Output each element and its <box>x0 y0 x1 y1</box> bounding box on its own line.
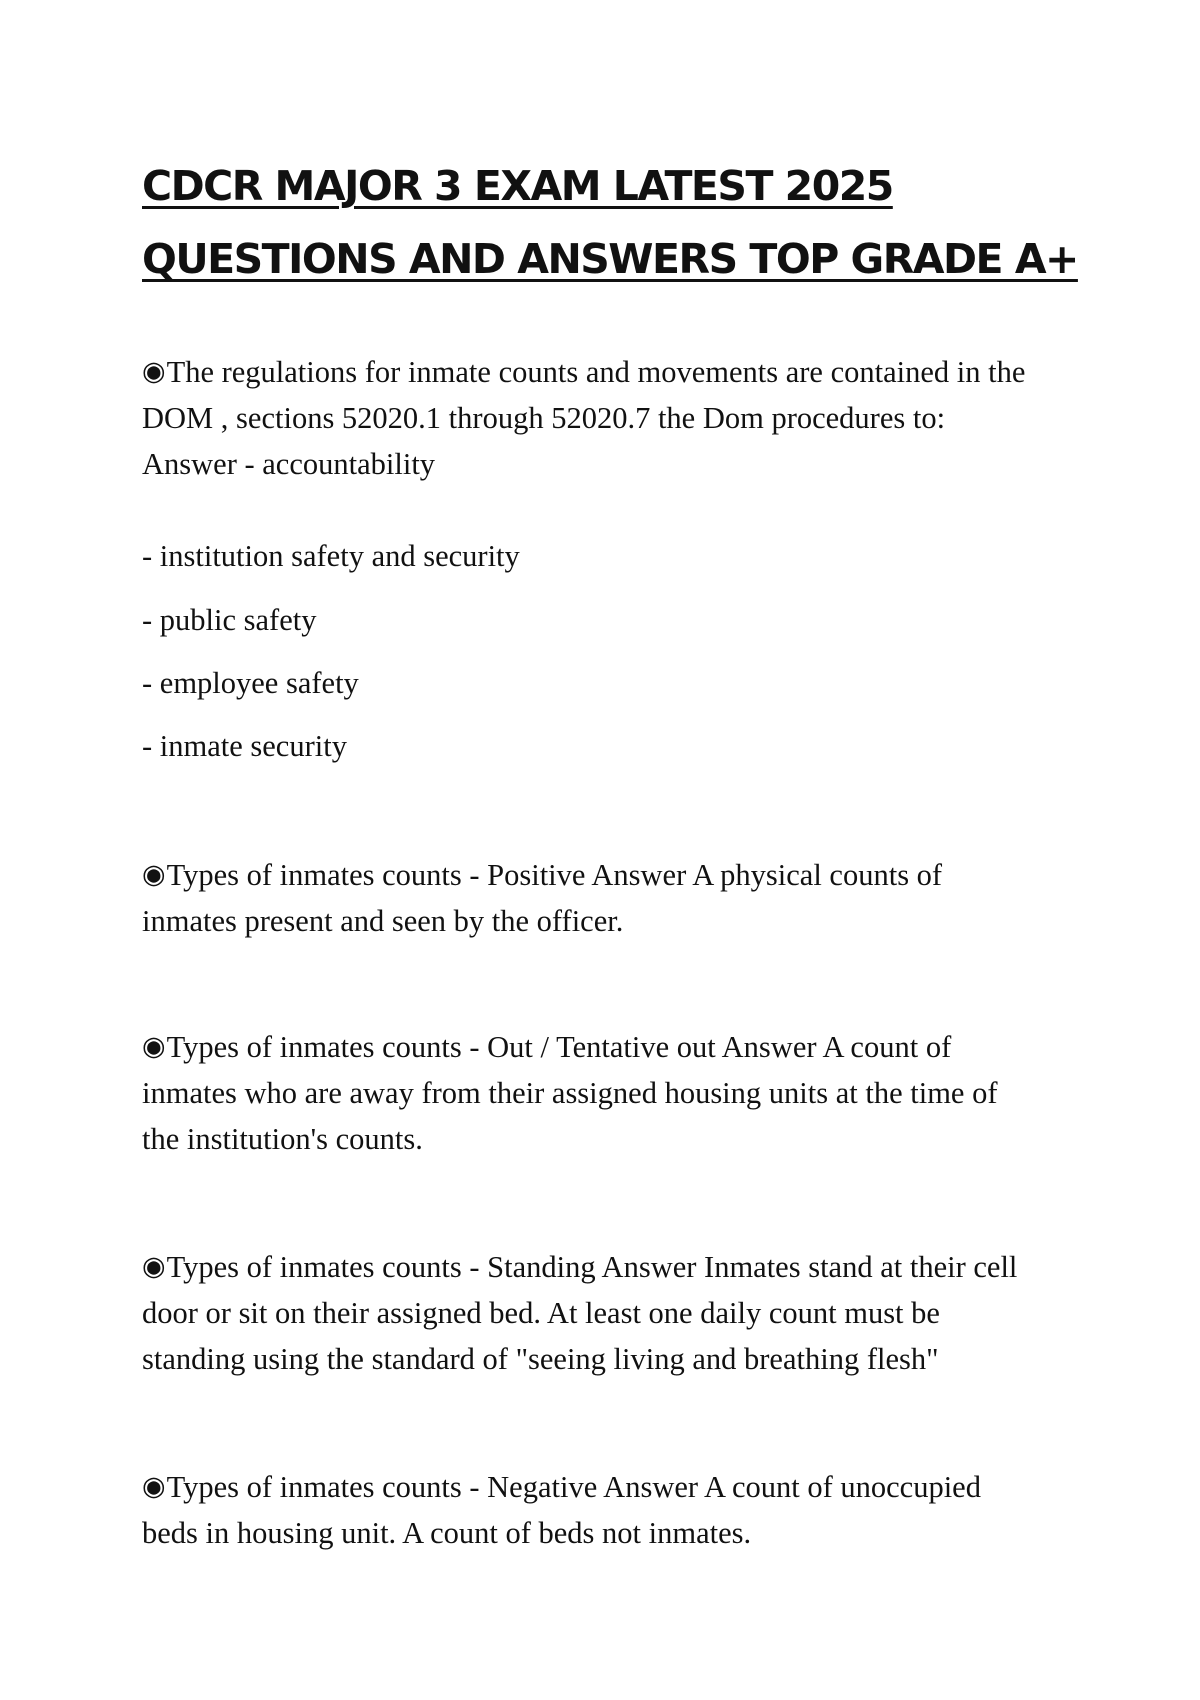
circle-bullet-icon: ◉ <box>142 1471 166 1501</box>
title-line: QUESTIONS AND ANSWERS TOP GRADE A+ <box>142 235 1078 283</box>
qa-item <box>142 1243 1082 1382</box>
qa-line <box>142 348 1082 395</box>
question-text: Types of inmates counts - Positive Answer A physical counts of <box>166 858 943 892</box>
title-line: CDCR MAJOR 3 EXAM LATEST 2025 <box>142 162 893 210</box>
circle-bullet-icon: ◉ <box>142 1251 166 1281</box>
qa-line <box>142 1243 1082 1290</box>
question-text: Types of inmates counts - Standing Answer Inmates stand at their cell <box>166 1250 1018 1284</box>
qa-line: inmates who are away from their assigned housing units at the time of <box>142 1076 998 1110</box>
document-title <box>142 150 1078 296</box>
answer-list-item: - public safety <box>142 603 317 637</box>
answer-list-item: - inmate security <box>142 729 347 763</box>
question-text: Types of inmates counts - Negative Answer A count of unoccupied <box>166 1470 981 1504</box>
qa-line <box>142 851 1082 898</box>
qa-item <box>142 1023 1082 1162</box>
circle-bullet-icon: ◉ <box>142 1031 166 1061</box>
qa-line: the institution's counts. <box>142 1122 423 1156</box>
answer-list-item: - employee safety <box>142 666 359 700</box>
circle-bullet-icon: ◉ <box>142 859 166 889</box>
qa-line: door or sit on their assigned bed. At least one daily count must be <box>142 1296 940 1330</box>
qa-line: beds in housing unit. A count of beds not inmates. <box>142 1516 752 1550</box>
qa-line: standing using the standard of "seeing living and breathing flesh" <box>142 1342 939 1376</box>
qa-line: inmates present and seen by the officer. <box>142 904 624 938</box>
qa-item <box>142 1463 1082 1556</box>
circle-bullet-icon: ◉ <box>142 356 166 386</box>
qa-item <box>142 348 1082 487</box>
qa-line: DOM , sections 52020.1 through 52020.7 the Dom procedures to: <box>142 401 946 435</box>
answer-list-item: - institution safety and security <box>142 539 520 573</box>
qa-line <box>142 1023 1082 1070</box>
question-text: Types of inmates counts - Out / Tentative out Answer A count of <box>166 1030 952 1064</box>
question-text: The regulations for inmate counts and movements are contained in the <box>166 355 1026 389</box>
qa-line <box>142 1463 1082 1510</box>
qa-item <box>142 851 1082 944</box>
qa-line: Answer - accountability <box>142 447 436 481</box>
